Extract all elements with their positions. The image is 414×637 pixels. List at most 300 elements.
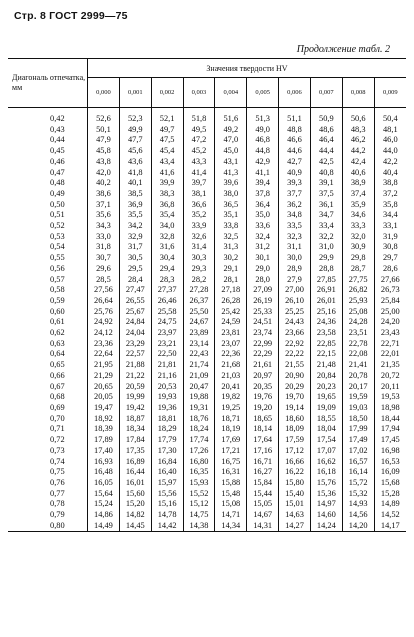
hv-value-cell <box>279 275 311 307</box>
hv-value: 38,0 <box>223 188 239 198</box>
hv-value: 21,81 <box>157 360 177 370</box>
hv-value: 19,31 <box>189 402 209 412</box>
hv-value: 38,9 <box>350 178 366 188</box>
hv-value-cell <box>279 467 311 499</box>
hv-value: 18,76 <box>189 413 209 423</box>
hv-value: 18,14 <box>253 424 273 434</box>
table-row-group <box>8 146 406 178</box>
hv-value: 45,4 <box>159 146 175 156</box>
hv-value: 15,01 <box>285 499 304 509</box>
hv-value-cell <box>247 210 279 242</box>
hv-value: 17,21 <box>221 445 241 455</box>
diagonal-value: 0,67 <box>50 381 65 391</box>
hv-value: 49,0 <box>255 124 270 134</box>
hv-value-cell <box>151 146 183 178</box>
hv-value: 15,24 <box>94 499 113 509</box>
hv-value-cell <box>279 108 311 147</box>
hv-value: 50,6 <box>350 114 366 123</box>
hv-value: 36,9 <box>127 199 143 209</box>
hv-value-cell <box>88 467 120 499</box>
hv-value: 19,70 <box>285 392 304 402</box>
hv-value: 23,74 <box>253 328 273 338</box>
hv-value: 15,40 <box>285 488 304 498</box>
hv-value: 22,99 <box>253 338 273 348</box>
hv-value-cell <box>279 499 311 532</box>
hv-value: 14,82 <box>125 510 145 520</box>
hv-value: 23,29 <box>125 338 145 348</box>
diagonal-value: 0,47 <box>50 167 65 177</box>
hv-value: 22,57 <box>125 349 145 359</box>
hv-value: 16,80 <box>189 456 209 466</box>
hv-value-cell <box>183 178 215 210</box>
hv-value-cell <box>247 403 279 435</box>
hv-value: 30,3 <box>191 253 207 263</box>
hv-value-cell <box>247 275 279 307</box>
hv-value: 21,95 <box>94 360 113 370</box>
diagonal-value: 0,70 <box>50 413 65 423</box>
hv-value: 46,4 <box>319 135 334 145</box>
hv-value: 16,14 <box>348 467 368 477</box>
hv-value: 24,28 <box>348 317 368 327</box>
hv-value-cell <box>310 307 342 339</box>
hv-value: 14,34 <box>221 520 241 530</box>
hv-value: 25,84 <box>380 295 400 305</box>
hv-value: 33,9 <box>191 221 207 231</box>
hv-value: 19,14 <box>285 402 304 412</box>
hv-value: 17,64 <box>253 435 273 445</box>
diagonal-value: 0,49 <box>50 188 65 198</box>
hv-value: 17,49 <box>348 435 368 445</box>
hv-value: 39,4 <box>255 178 270 188</box>
hv-value: 45,2 <box>191 146 207 156</box>
hv-value: 30,2 <box>223 253 239 263</box>
hv-value-cell <box>247 108 279 147</box>
hv-value: 20,29 <box>285 381 304 391</box>
hv-value-cell <box>310 210 342 242</box>
column-header: 0,003 <box>183 78 215 108</box>
hv-value: 46,8 <box>255 135 270 145</box>
diagonal-value: 0,54 <box>50 242 65 252</box>
hv-value: 35,4 <box>159 210 175 220</box>
hv-value: 21,29 <box>94 370 113 380</box>
hv-value: 34,0 <box>159 221 175 231</box>
table-header <box>8 59 406 108</box>
hv-value: 19,36 <box>157 402 177 412</box>
hv-value: 22,85 <box>316 338 336 348</box>
hv-value: 24,59 <box>221 317 241 327</box>
hv-value: 15,16 <box>157 499 177 509</box>
hv-value: 18,71 <box>221 413 241 423</box>
hv-value: 18,92 <box>94 413 113 423</box>
hv-value: 25,33 <box>253 306 273 316</box>
hv-value-cell <box>247 242 279 274</box>
page-header: Стр. 8 ГОСТ 2999—75 <box>14 10 128 22</box>
hv-value-cell <box>88 435 120 467</box>
hv-value: 37,1 <box>96 199 111 209</box>
hv-value-cell <box>215 435 247 467</box>
hv-value-cell <box>151 467 183 499</box>
hv-value: 20,72 <box>380 370 400 380</box>
hv-value: 15,48 <box>221 488 241 498</box>
hv-value: 15,93 <box>189 477 209 487</box>
hv-value: 36,5 <box>223 199 239 209</box>
hv-value-cell <box>88 210 120 242</box>
diagonal-value: 0,57 <box>50 274 65 284</box>
hv-value: 34,4 <box>382 210 398 220</box>
hv-value: 28,2 <box>191 274 207 284</box>
hv-value: 39,7 <box>191 178 207 188</box>
hv-value-cell <box>88 108 120 147</box>
hv-value: 25,42 <box>221 306 241 316</box>
hv-value: 29,9 <box>319 253 334 263</box>
hv-value: 41,8 <box>127 167 143 177</box>
hv-value: 16,40 <box>157 467 177 477</box>
hv-value: 42,4 <box>350 156 366 166</box>
hv-value-cell <box>247 146 279 178</box>
hv-value-cell <box>310 403 342 435</box>
hv-value: 28,9 <box>287 263 302 273</box>
hv-value: 32,3 <box>287 231 302 241</box>
hv-value-cell <box>247 435 279 467</box>
hv-value: 49,7 <box>159 124 175 134</box>
hv-value: 17,07 <box>316 445 336 455</box>
hv-value: 14,42 <box>157 520 177 530</box>
diagonal-value: 0,73 <box>50 445 65 455</box>
diagonal-value: 0,44 <box>50 135 65 145</box>
hv-value: 47,2 <box>191 135 207 145</box>
hv-value-cell <box>342 467 374 499</box>
hv-value: 25,67 <box>125 306 145 316</box>
hv-value: 26,82 <box>348 285 368 295</box>
hv-value: 20,53 <box>157 381 177 391</box>
hv-value: 23,14 <box>189 338 209 348</box>
hv-value: 27,09 <box>253 285 273 295</box>
hv-value: 32,9 <box>127 231 143 241</box>
hv-value-cell <box>183 108 215 147</box>
hv-value-cell <box>374 210 406 242</box>
hv-value: 14,20 <box>348 520 368 530</box>
hv-value-cell <box>310 371 342 403</box>
hv-value: 18,98 <box>380 402 400 412</box>
hv-value-cell <box>342 275 374 307</box>
column-header: 0,004 <box>215 78 247 108</box>
hv-value: 44,8 <box>255 146 270 156</box>
hv-value: 17,69 <box>221 435 241 445</box>
hv-value: 26,19 <box>253 295 273 305</box>
hv-value: 14,38 <box>189 520 209 530</box>
hv-value: 32,6 <box>191 231 207 241</box>
diagonal-cell <box>8 499 88 532</box>
hv-value: 40,9 <box>287 167 302 177</box>
hv-value: 45,0 <box>223 146 239 156</box>
hv-value: 37,7 <box>287 188 302 198</box>
hv-value-cell <box>119 307 151 339</box>
table-row-group <box>8 403 406 435</box>
hv-value: 33,3 <box>350 221 366 231</box>
hv-value: 18,50 <box>348 413 368 423</box>
hv-value: 18,09 <box>285 424 304 434</box>
hv-value: 41,6 <box>159 167 175 177</box>
hv-value: 26,46 <box>157 295 177 305</box>
hv-value-cell <box>247 499 279 532</box>
hv-value: 25,25 <box>285 306 304 316</box>
hv-value: 17,89 <box>94 435 113 445</box>
diagonal-value: 0,65 <box>50 360 65 370</box>
diagonal-value: 0,77 <box>50 488 65 498</box>
diagonal-value: 0,72 <box>50 435 65 445</box>
diagonal-value: 0,42 <box>50 114 65 123</box>
hv-value: 22,01 <box>380 349 400 359</box>
hv-value: 17,40 <box>94 445 113 455</box>
hv-value: 20,05 <box>94 392 113 402</box>
hv-value-cell <box>374 435 406 467</box>
hv-value-cell <box>342 339 374 371</box>
hv-value: 18,65 <box>253 413 273 423</box>
hv-value: 16,09 <box>380 467 400 477</box>
table-row-group <box>8 371 406 403</box>
hv-value: 44,2 <box>350 146 366 156</box>
hv-value: 17,30 <box>157 445 177 455</box>
hv-value-cell <box>119 146 151 178</box>
hv-value-cell <box>342 210 374 242</box>
hv-value: 24,12 <box>94 328 113 338</box>
hv-value: 28,1 <box>223 274 239 284</box>
hv-value: 14,31 <box>253 520 273 530</box>
hv-value: 19,76 <box>253 392 273 402</box>
hv-value: 24,75 <box>157 317 177 327</box>
hv-value: 17,94 <box>380 424 400 434</box>
hv-value: 35,8 <box>382 199 398 209</box>
hv-value: 24,43 <box>285 317 304 327</box>
hv-value: 15,76 <box>316 477 336 487</box>
hv-value: 37,4 <box>350 188 366 198</box>
hv-value: 27,18 <box>221 285 241 295</box>
hv-value: 20,41 <box>221 381 241 391</box>
hv-value-cell <box>119 178 151 210</box>
hv-value: 28,3 <box>159 274 175 284</box>
hv-value: 32,0 <box>350 231 366 241</box>
hv-value: 15,56 <box>157 488 177 498</box>
hv-value: 30,7 <box>96 253 111 263</box>
hv-value: 47,0 <box>223 135 239 145</box>
hv-value: 29,3 <box>191 263 207 273</box>
hv-value-cell <box>279 178 311 210</box>
hv-value: 25,58 <box>157 306 177 316</box>
hv-value: 19,88 <box>189 392 209 402</box>
hv-value-cell <box>215 467 247 499</box>
table-continuation-caption: Продолжение табл. 2 <box>296 44 390 55</box>
hv-value: 51,3 <box>255 114 270 123</box>
diagonal-value: 0,48 <box>50 178 65 188</box>
diagonal-cell <box>8 108 88 147</box>
hv-value: 21,03 <box>221 370 241 380</box>
hv-value-cell <box>183 499 215 532</box>
hv-value: 24,20 <box>380 317 400 327</box>
hv-value: 16,57 <box>348 456 368 466</box>
hv-value-cell <box>119 242 151 274</box>
hv-value: 36,1 <box>319 199 334 209</box>
hv-value: 42,5 <box>319 156 334 166</box>
hv-value: 15,60 <box>125 488 145 498</box>
hv-value: 24,36 <box>316 317 336 327</box>
diagonal-cell <box>8 403 88 435</box>
table-row-group <box>8 435 406 467</box>
table-row-group <box>8 178 406 210</box>
hv-value-cell <box>342 403 374 435</box>
hv-value: 17,84 <box>125 435 145 445</box>
hv-value-cell <box>88 403 120 435</box>
hv-value: 17,45 <box>380 435 400 445</box>
hv-value: 15,80 <box>285 477 304 487</box>
hv-value: 15,68 <box>380 477 400 487</box>
hv-value: 19,42 <box>125 402 145 412</box>
hv-value: 19,25 <box>221 402 241 412</box>
hv-value-cell <box>279 371 311 403</box>
hv-value-cell <box>151 275 183 307</box>
hv-value: 25,76 <box>94 306 113 316</box>
hv-value: 30,4 <box>159 253 175 263</box>
hv-value: 14,24 <box>316 520 336 530</box>
hv-value: 16,93 <box>94 456 113 466</box>
hv-value: 15,36 <box>316 488 336 498</box>
hv-value-cell <box>247 178 279 210</box>
hv-value: 27,66 <box>380 274 400 284</box>
hv-value: 16,84 <box>157 456 177 466</box>
hv-value: 21,16 <box>157 370 177 380</box>
hv-value: 16,27 <box>253 467 273 477</box>
hv-value: 51,6 <box>223 114 239 123</box>
hv-value: 35,6 <box>96 210 111 220</box>
hv-values-header: Значения твердости HV <box>88 59 407 78</box>
hv-value: 25,93 <box>348 295 368 305</box>
hv-value: 18,24 <box>189 424 209 434</box>
hv-value: 22,08 <box>348 349 368 359</box>
diagonal-value: 0,43 <box>50 124 65 134</box>
hv-value: 23,21 <box>157 338 177 348</box>
column-header: 0,001 <box>119 78 151 108</box>
hv-value-cell <box>374 499 406 532</box>
hv-value: 40,4 <box>382 167 398 177</box>
hv-value: 14,97 <box>316 499 336 509</box>
hv-value-cell <box>310 108 342 147</box>
hv-value-cell <box>374 371 406 403</box>
hv-value-cell <box>88 499 120 532</box>
diagonal-value: 0,71 <box>50 424 65 434</box>
hv-value: 16,66 <box>285 456 304 466</box>
hv-value: 19,20 <box>253 402 273 412</box>
hv-value-cell <box>119 210 151 242</box>
hv-value-cell <box>183 275 215 307</box>
hv-value-cell <box>151 499 183 532</box>
hv-value: 18,55 <box>316 413 336 423</box>
column-header: 0,007 <box>310 78 342 108</box>
hv-value-cell <box>342 242 374 274</box>
hv-value-cell <box>119 435 151 467</box>
hv-value: 26,91 <box>316 285 336 295</box>
hv-value: 38,1 <box>191 188 207 198</box>
hv-value-cell <box>279 307 311 339</box>
hv-value: 20,11 <box>381 381 400 391</box>
diagonal-value: 0,62 <box>50 328 65 338</box>
hv-value: 22,50 <box>157 349 177 359</box>
diagonal-value: 0,68 <box>50 392 65 402</box>
column-header: 0,008 <box>342 78 374 108</box>
hv-value: 14,45 <box>125 520 145 530</box>
hv-value: 17,12 <box>285 445 304 455</box>
hv-value: 16,62 <box>316 456 336 466</box>
hv-value-cell <box>183 467 215 499</box>
diagonal-value: 0,69 <box>50 402 65 412</box>
hv-value: 18,39 <box>94 424 113 434</box>
hv-value: 18,19 <box>221 424 241 434</box>
hv-value-cell <box>151 108 183 147</box>
hv-value-cell <box>119 499 151 532</box>
hv-value: 29,7 <box>382 253 398 263</box>
diagonal-value: 0,76 <box>50 477 65 487</box>
hv-value: 26,55 <box>125 295 145 305</box>
hv-value-cell <box>342 435 374 467</box>
hv-value-cell <box>342 178 374 210</box>
hv-value: 14,60 <box>316 510 336 520</box>
hv-value: 34,3 <box>96 221 111 231</box>
hv-value-cell <box>279 339 311 371</box>
hv-value: 35,9 <box>350 199 366 209</box>
hv-value: 34,2 <box>127 221 143 231</box>
hv-value: 25,08 <box>348 306 368 316</box>
hv-value: 19,09 <box>316 402 336 412</box>
hv-value: 14,93 <box>348 499 368 509</box>
hv-value: 19,47 <box>94 402 113 412</box>
hv-value: 28,6 <box>382 263 398 273</box>
hv-value-cell <box>215 499 247 532</box>
hv-value: 21,41 <box>348 360 368 370</box>
hv-value: 17,99 <box>348 424 368 434</box>
hv-value-cell <box>88 178 120 210</box>
hv-value: 19,03 <box>348 402 368 412</box>
hv-value-cell <box>310 339 342 371</box>
hv-value: 32,8 <box>159 231 175 241</box>
hv-value: 44,0 <box>382 146 398 156</box>
hv-value: 26,01 <box>316 295 336 305</box>
hv-value: 21,88 <box>125 360 145 370</box>
hv-value: 22,71 <box>380 338 400 348</box>
hv-value: 18,87 <box>125 413 145 423</box>
diagonal-value: 0,52 <box>50 221 65 231</box>
hv-value-cell <box>279 435 311 467</box>
hv-value-cell <box>215 210 247 242</box>
hv-value: 34,6 <box>350 210 366 220</box>
diagonal-value: 0,63 <box>50 338 65 348</box>
hv-value: 31,6 <box>159 242 175 252</box>
hv-value: 14,63 <box>285 510 304 520</box>
hv-value: 18,04 <box>316 424 336 434</box>
hv-value: 21,35 <box>380 360 400 370</box>
hv-value: 42,2 <box>382 156 398 166</box>
hv-value: 20,90 <box>285 370 304 380</box>
diagonal-cell <box>8 435 88 467</box>
hv-value-cell <box>215 275 247 307</box>
hv-value: 25,00 <box>380 306 400 316</box>
diagonal-value: 0,55 <box>50 253 65 263</box>
hv-value: 31,2 <box>255 242 270 252</box>
hv-value: 17,74 <box>189 435 209 445</box>
hv-value: 48,1 <box>382 124 398 134</box>
hv-value: 33,6 <box>255 221 270 231</box>
hv-value: 48,8 <box>287 124 302 134</box>
hv-value: 31,1 <box>287 242 302 252</box>
hv-value: 36,2 <box>287 199 302 209</box>
hv-value: 27,56 <box>94 285 113 295</box>
